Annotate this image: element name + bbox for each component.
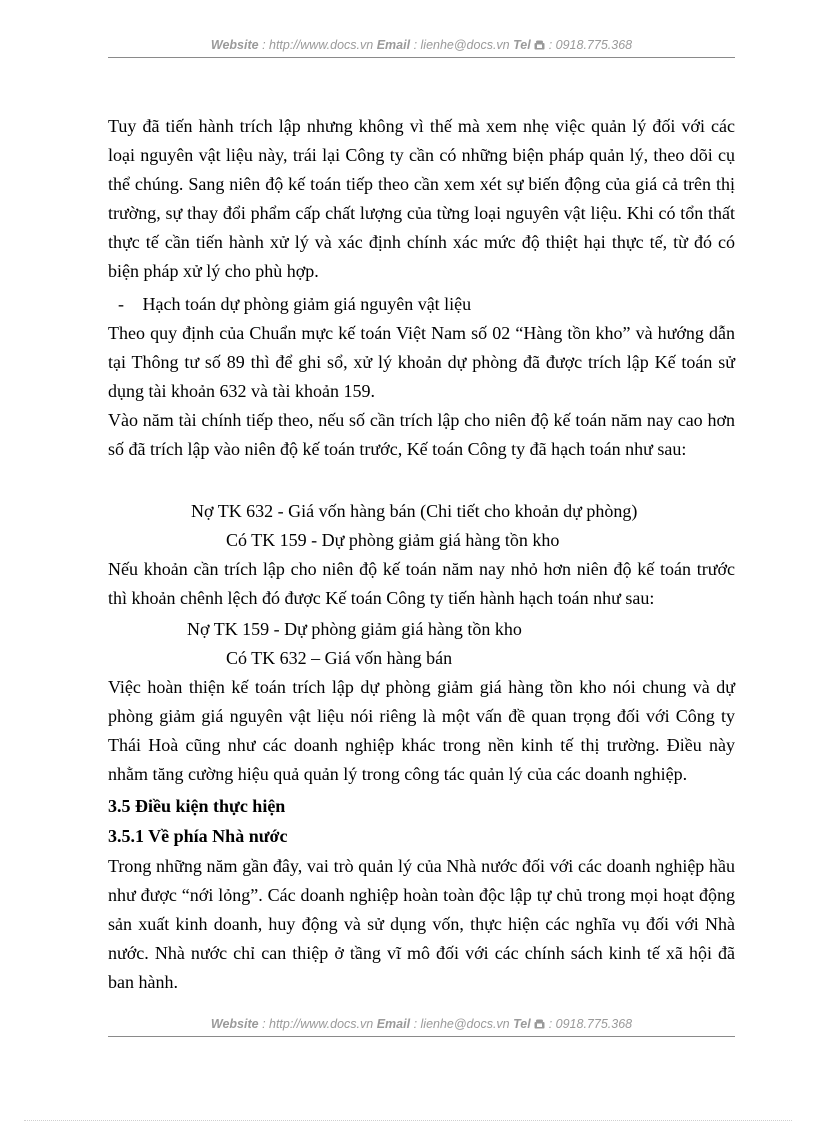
bullet-item — [118, 290, 471, 319]
paragraph-4: Nếu khoản cần trích lập cho niên độ kế toán năm nay nhỏ hơn niên độ kế toán trước thì khoản chênh lệch đó được Kế toán Công ty tiến hành hạch toán như sau: — [108, 559, 735, 608]
footer-email-value[interactable]: : lienhe@docs.vn — [413, 1017, 510, 1031]
email-value[interactable]: : lienhe@docs.vn — [413, 38, 510, 52]
paragraph-2: Theo quy định của Chuẩn mực kế toán Việt Nam số 02 “Hàng tồn kho” và hướng dẫn tại Thông tư số 89 thì để ghi sổ, xử lý khoản dự phòng đã được trích lập Kế toán sử dụng tài khoản 632 và tài khoản 159. — [108, 323, 735, 401]
email-label: Email — [376, 38, 411, 52]
page-bottom-border — [24, 1120, 792, 1121]
page-footer — [108, 1017, 735, 1031]
paragraph-5: Việc hoàn thiện kế toán trích lập dự phòng giảm giá hàng tồn kho nói chung và dự phòng giảm giá nguyên vật liệu nói riêng là một vấn đề quan trọng đối với Công ty Thái Hoà cũng như các doanh nghiệp khác trong nền kinh tế thị trường. Điều này nhằm tăng cường hiệu quả quản lý trong công tác quản lý của các doanh nghiệp. — [108, 677, 735, 784]
section-heading-3-5: 3.5 Điều kiện thực hiện — [108, 796, 286, 816]
tel-label: Tel — [513, 38, 531, 52]
website-label: Website — [210, 38, 259, 52]
tel-value: : 0918.775.368 — [548, 38, 633, 52]
bullet-dash: - — [118, 294, 124, 314]
paragraph-6: Trong những năm gần đây, vai trò quản lý của Nhà nước đối với các doanh nghiệp hầu như được “nới lỏng”. Các doanh nghiệp hoàn toàn độc lập tự chủ trong mọi hoạt động sản xuất kinh doanh, huy động và sử dụng vốn, thực hiện các nghĩa vụ đối với Nhà nước. Nhà nước chỉ can thiệp ở tầng vĩ mô đối với các chính sách kinh tế xã hội đã ban hành. — [108, 856, 735, 992]
phone-icon — [534, 40, 545, 50]
header-rule — [108, 57, 735, 58]
footer-website-label: Website — [210, 1017, 259, 1031]
footer-website-value[interactable]: : http://www.docs.vn — [262, 1017, 374, 1031]
entry2-debit: Nợ TK 159 - Dự phòng giảm giá hàng tồn kho — [187, 619, 522, 639]
footer-phone-icon — [534, 1019, 545, 1029]
footer-rule — [108, 1036, 735, 1037]
footer-email-label: Email — [376, 1017, 411, 1031]
entry1-credit: Có TK 159 - Dự phòng giảm giá hàng tồn kho — [226, 530, 560, 550]
entry2-credit: Có TK 632 – Giá vốn hàng bán — [226, 648, 453, 668]
paragraph-1: Tuy đã tiến hành trích lập nhưng không vì thế mà xem nhẹ việc quản lý đối với các loại nguyên vật liệu này, trái lại Công ty cần có những biện pháp quản lý, theo dõi cụ thể chúng. Sang niên độ kế toán tiếp theo cần xem xét sự biến động của giá cả trên thị trường, sự thay đổi phẩm cấp chất lượng của từng loại nguyên vật liệu. Khi có tổn thất thực tế cần tiến hành xử lý và xác định chính xác mức độ thiệt hại thực tế, từ đó có biện pháp xử lý cho phù hợp. — [108, 116, 735, 281]
footer-tel-label: Tel — [513, 1017, 531, 1031]
entry1-debit: Nợ TK 632 - Giá vốn hàng bán (Chi tiết cho khoản dự phòng) — [191, 501, 638, 521]
page-header — [108, 38, 735, 52]
bullet-text: Hạch toán dự phòng giảm giá nguyên vật liệu — [142, 294, 472, 314]
section-heading-3-5-1: 3.5.1 Về phía Nhà nước — [108, 826, 288, 846]
footer-tel-value: : 0918.775.368 — [548, 1017, 633, 1031]
paragraph-3: Vào năm tài chính tiếp theo, nếu số cần trích lập cho niên độ kế toán năm nay cao hơn số đã trích lập vào niên độ kế toán trước, Kế toán Công ty đã hạch toán như sau: — [108, 410, 735, 459]
website-value[interactable]: : http://www.docs.vn — [262, 38, 374, 52]
